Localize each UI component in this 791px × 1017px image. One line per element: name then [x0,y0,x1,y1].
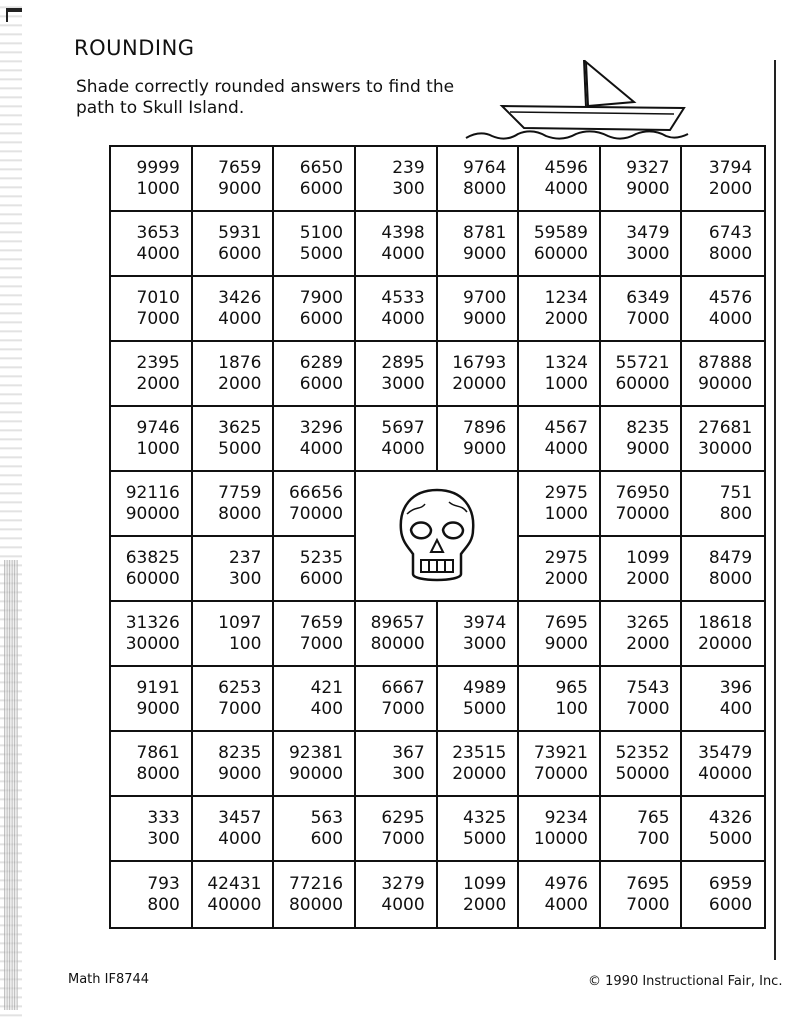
grid-cell[interactable] [682,862,764,927]
worksheet-title: ROUNDING [74,36,195,60]
original-number: 6253 [218,677,262,698]
rounded-answer: 10000 [533,828,588,849]
rounded-answer: 9000 [463,243,507,264]
original-number: 237 [228,547,262,568]
rounded-answer: 70000 [533,763,588,784]
rounded-answer: 20000 [452,373,507,394]
rounded-answer: 9000 [544,633,588,654]
original-number: 7861 [136,742,180,763]
rounded-answer: 700 [637,828,670,849]
rounded-answer: 800 [147,894,180,915]
original-number: 9327 [626,157,670,178]
rounded-answer: 1000 [136,438,180,459]
rounded-answer: 30000 [125,633,180,654]
rounded-answer: 2000 [708,178,753,199]
original-number: 5100 [299,222,344,243]
grid-cell[interactable] [682,667,764,732]
original-number: 367 [392,742,425,763]
rounded-answer: 4000 [299,438,344,459]
original-number: 6743 [708,222,753,243]
rounded-answer: 4000 [544,438,588,459]
original-number: 3653 [136,222,180,243]
grid-cell[interactable] [438,342,520,407]
rounded-answer: 80000 [288,894,344,915]
grid-cell[interactable] [111,602,193,667]
rounded-answer: 7000 [299,633,344,654]
original-number: 7896 [463,417,507,438]
rounded-answer: 100 [555,698,588,719]
grid-cell[interactable] [193,797,275,862]
original-number: 3296 [299,417,344,438]
scan-edge-left-dark [4,560,18,1010]
original-number: 4976 [544,873,588,894]
rounded-answer: 400 [719,698,753,719]
original-number: 7659 [299,612,344,633]
rounded-answer: 600 [310,828,344,849]
original-number: 239 [392,157,425,178]
grid-cell[interactable] [274,407,356,472]
grid-cell[interactable] [356,667,438,732]
grid-cell[interactable] [274,277,356,342]
grid-cell[interactable] [111,667,193,732]
original-number: 3625 [218,417,262,438]
original-number: 6295 [381,807,425,828]
rounded-answer: 6000 [708,894,753,915]
grid-cell[interactable] [438,732,520,797]
rounded-answer: 9000 [463,438,507,459]
rounded-answer: 3000 [381,373,425,394]
original-number: 793 [147,873,180,894]
original-number: 8235 [218,742,262,763]
original-number: 23515 [452,742,507,763]
original-number: 18618 [698,612,753,633]
original-number: 1099 [626,547,670,568]
corner-mark [6,8,22,22]
original-number: 9764 [463,157,507,178]
grid-cell[interactable] [274,472,356,537]
original-number: 92116 [125,482,180,503]
grid-cell[interactable] [519,602,601,667]
grid-cell[interactable] [601,797,683,862]
grid-cell[interactable] [682,212,764,277]
rounded-answer: 80000 [370,633,425,654]
grid-cell[interactable] [193,537,275,602]
grid-cell[interactable] [601,212,683,277]
rounded-answer: 1000 [544,373,588,394]
rounded-answer: 300 [147,828,180,849]
rounded-answer: 6000 [299,568,344,589]
rounded-answer: 2000 [626,568,670,589]
original-number: 6667 [381,677,425,698]
rounded-answer: 40000 [698,763,753,784]
rounded-answer: 1000 [544,503,588,524]
original-number: 6959 [708,873,753,894]
grid-cell[interactable] [519,472,601,537]
grid-cell[interactable] [274,537,356,602]
grid-cell[interactable] [274,732,356,797]
original-number: 4567 [544,417,588,438]
original-number: 27681 [698,417,753,438]
original-number: 3426 [218,287,262,308]
grid-cell[interactable] [193,667,275,732]
grid-cell[interactable] [193,342,275,407]
rounded-answer: 90000 [698,373,753,394]
rounded-answer: 60000 [533,243,588,264]
original-number: 4533 [381,287,425,308]
original-number: 751 [719,482,753,503]
original-number: 3794 [708,157,753,178]
grid-cell[interactable] [601,277,683,342]
rounded-answer: 5000 [463,698,507,719]
original-number: 7695 [626,873,670,894]
original-number: 1324 [544,352,588,373]
original-number: 1234 [544,287,588,308]
grid-cell[interactable] [111,797,193,862]
original-number: 35479 [698,742,753,763]
rounded-answer: 9000 [218,178,262,199]
grid-cell[interactable] [356,407,438,472]
grid-cell[interactable] [601,147,683,212]
grid-cell[interactable] [519,667,601,732]
rounded-answer: 4000 [218,308,262,329]
rounded-answer: 8000 [463,178,507,199]
skull-island [356,472,519,602]
grid-cell[interactable] [438,797,520,862]
original-number: 87888 [698,352,753,373]
grid-cell[interactable] [682,147,764,212]
rounded-answer: 90000 [125,503,180,524]
grid-cell[interactable] [682,407,764,472]
grid-cell[interactable] [193,862,275,927]
original-number: 5235 [299,547,344,568]
original-number: 59589 [533,222,588,243]
rounded-answer: 50000 [615,763,670,784]
rounded-answer: 2000 [463,894,507,915]
grid-cell[interactable] [356,797,438,862]
original-number: 9700 [463,287,507,308]
original-number: 8781 [463,222,507,243]
original-number: 2895 [381,352,425,373]
rounded-answer: 2000 [136,373,180,394]
rounded-answer: 8000 [708,243,753,264]
original-number: 2975 [544,482,588,503]
original-number: 7759 [218,482,262,503]
grid-cell[interactable] [193,732,275,797]
original-number: 5697 [381,417,425,438]
sailboat-icon [462,56,692,146]
rounded-answer: 4000 [381,894,425,915]
grid-cell[interactable] [356,602,438,667]
grid-cell[interactable] [274,147,356,212]
grid-cell[interactable] [356,862,438,927]
rounded-answer: 4000 [381,308,425,329]
grid-cell[interactable] [519,797,601,862]
grid-cell[interactable] [519,147,601,212]
original-number: 52352 [615,742,670,763]
original-number: 42431 [207,873,262,894]
original-number: 965 [555,677,588,698]
grid-cell[interactable] [682,277,764,342]
instructions-text: Shade correctly rounded answers to find the path to Skull Island. [76,77,455,118]
original-number: 16793 [452,352,507,373]
grid-cell[interactable] [519,407,601,472]
rounded-answer: 2000 [626,633,670,654]
original-number: 2395 [136,352,180,373]
original-number: 396 [719,677,753,698]
rounded-answer: 60000 [125,568,180,589]
original-number: 4989 [463,677,507,698]
grid-cell[interactable] [438,602,520,667]
rounded-answer: 5000 [708,828,753,849]
original-number: 765 [637,807,670,828]
original-number: 5931 [218,222,262,243]
grid-cell[interactable] [356,732,438,797]
original-number: 8479 [708,547,753,568]
grid-cell[interactable] [682,342,764,407]
grid-cell[interactable] [356,277,438,342]
grid-cell[interactable] [601,342,683,407]
original-number: 89657 [370,612,425,633]
rounded-answer: 2000 [218,373,262,394]
rounded-answer: 9000 [626,438,670,459]
rounded-answer: 4000 [381,438,425,459]
grid-cell[interactable] [601,862,683,927]
rounding-grid [109,145,766,929]
grid-cell[interactable] [111,212,193,277]
scan-edge-right [774,60,779,960]
rounded-answer: 300 [228,568,262,589]
grid-cell[interactable] [682,797,764,862]
grid-cell[interactable] [519,342,601,407]
grid-cell[interactable] [356,342,438,407]
skull-icon [391,484,483,588]
grid-cell[interactable] [519,212,601,277]
grid-cell[interactable] [519,537,601,602]
grid-cell[interactable] [601,667,683,732]
rounded-answer: 20000 [698,633,753,654]
rounded-answer: 2000 [544,568,588,589]
rounded-answer: 9000 [463,308,507,329]
grid-cell[interactable] [193,277,275,342]
original-number: 3279 [381,873,425,894]
grid-cell[interactable] [111,407,193,472]
grid-cell[interactable] [438,212,520,277]
rounded-answer: 90000 [288,763,344,784]
rounded-answer: 100 [228,633,262,654]
original-number: 55721 [615,352,670,373]
rounded-answer: 4000 [218,828,262,849]
grid-cell[interactable] [356,212,438,277]
grid-cell[interactable] [682,602,764,667]
grid-cell[interactable] [193,147,275,212]
original-number: 9746 [136,417,180,438]
original-number: 92381 [288,742,344,763]
grid-cell[interactable] [193,602,275,667]
rounded-answer: 400 [310,698,344,719]
original-number: 1097 [218,612,262,633]
grid-cell[interactable] [438,277,520,342]
grid-cell[interactable] [438,407,520,472]
original-number: 3265 [626,612,670,633]
grid-cell[interactable] [438,147,520,212]
rounded-answer: 800 [719,503,753,524]
rounded-answer: 9000 [626,178,670,199]
rounded-answer: 7000 [626,308,670,329]
rounded-answer: 1000 [136,178,180,199]
rounded-answer: 4000 [544,178,588,199]
original-number: 4325 [463,807,507,828]
rounded-answer: 5000 [463,828,507,849]
rounded-answer: 8000 [218,503,262,524]
rounded-answer: 300 [392,763,425,784]
original-number: 9234 [544,807,588,828]
rounded-answer: 3000 [463,633,507,654]
grid-cell[interactable] [356,147,438,212]
grid-cell[interactable] [438,667,520,732]
grid-cell[interactable] [193,472,275,537]
grid-cell[interactable] [601,472,683,537]
rounded-answer: 20000 [452,763,507,784]
rounded-answer: 70000 [288,503,344,524]
grid-cell[interactable] [519,862,601,927]
grid-cell[interactable] [601,407,683,472]
original-number: 4596 [544,157,588,178]
original-number: 77216 [288,873,344,894]
grid-cell[interactable] [601,732,683,797]
original-number: 66656 [288,482,344,503]
grid-cell[interactable] [519,732,601,797]
original-number: 3457 [218,807,262,828]
original-number: 9999 [136,157,180,178]
original-number: 4398 [381,222,425,243]
grid-cell[interactable] [274,862,356,927]
grid-cell[interactable] [274,667,356,732]
rounded-answer: 3000 [626,243,670,264]
original-number: 7543 [626,677,670,698]
rounded-answer: 70000 [615,503,670,524]
rounded-answer: 4000 [381,243,425,264]
rounded-answer: 4000 [708,308,753,329]
original-number: 8235 [626,417,670,438]
grid-cell[interactable] [111,277,193,342]
rounded-answer: 5000 [218,438,262,459]
rounded-answer: 7000 [626,698,670,719]
rounded-answer: 7000 [381,698,425,719]
grid-cell[interactable] [274,797,356,862]
rounded-answer: 2000 [544,308,588,329]
grid-cell[interactable] [682,472,764,537]
rounded-answer: 8000 [136,763,180,784]
original-number: 7900 [299,287,344,308]
grid-cell[interactable] [274,602,356,667]
original-number: 2975 [544,547,588,568]
grid-cell[interactable] [601,537,683,602]
footer-copyright: © 1990 Instructional Fair, Inc. [588,974,783,989]
grid-cell[interactable] [274,342,356,407]
original-number: 7695 [544,612,588,633]
rounded-answer: 6000 [218,243,262,264]
original-number: 9191 [136,677,180,698]
original-number: 7659 [218,157,262,178]
original-number: 563 [310,807,344,828]
original-number: 3974 [463,612,507,633]
original-number: 63825 [125,547,180,568]
original-number: 6349 [626,287,670,308]
original-number: 4326 [708,807,753,828]
original-number: 6650 [299,157,344,178]
original-number: 1876 [218,352,262,373]
rounded-answer: 7000 [626,894,670,915]
rounded-answer: 4000 [136,243,180,264]
grid-cell[interactable] [274,212,356,277]
rounded-answer: 40000 [207,894,262,915]
rounded-answer: 4000 [544,894,588,915]
rounded-answer: 7000 [381,828,425,849]
grid-cell[interactable] [601,602,683,667]
grid-cell[interactable] [682,537,764,602]
grid-cell[interactable] [111,537,193,602]
rounded-answer: 60000 [615,373,670,394]
grid-cell[interactable] [438,862,520,927]
original-number: 421 [310,677,344,698]
rounded-answer: 6000 [299,373,344,394]
original-number: 1099 [463,873,507,894]
grid-cell[interactable] [111,732,193,797]
rounded-answer: 7000 [136,308,180,329]
grid-cell[interactable] [111,862,193,927]
rounded-answer: 9000 [218,763,262,784]
original-number: 73921 [533,742,588,763]
rounded-answer: 30000 [698,438,753,459]
grid-cell[interactable] [111,147,193,212]
original-number: 31326 [125,612,180,633]
original-number: 6289 [299,352,344,373]
original-number: 76950 [615,482,670,503]
original-number: 333 [147,807,180,828]
rounded-answer: 7000 [218,698,262,719]
grid-cell[interactable] [682,732,764,797]
original-number: 4576 [708,287,753,308]
rounded-answer: 6000 [299,308,344,329]
original-number: 3479 [626,222,670,243]
rounded-answer: 6000 [299,178,344,199]
grid-cell[interactable] [193,407,275,472]
rounded-answer: 300 [392,178,425,199]
grid-cell[interactable] [111,472,193,537]
rounded-answer: 5000 [299,243,344,264]
grid-cell[interactable] [519,277,601,342]
original-number: 7010 [136,287,180,308]
grid-cell[interactable] [193,212,275,277]
footer-code: Math IF8744 [68,972,150,987]
grid-cell[interactable] [111,342,193,407]
rounded-answer: 8000 [708,568,753,589]
rounded-answer: 9000 [136,698,180,719]
